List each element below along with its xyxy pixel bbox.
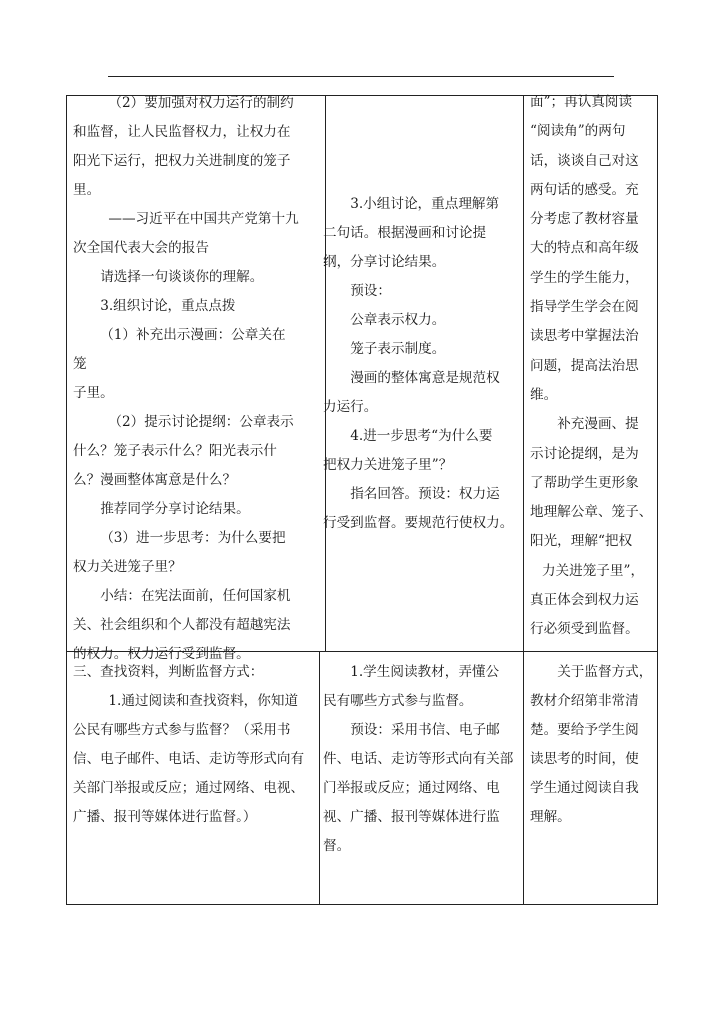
- text-line: 分考虑了教材容量: [530, 211, 639, 228]
- row1-teacher-activity: [73, 89, 323, 669]
- text-line: 读思考中掌握法治: [530, 328, 639, 345]
- text-line: （2）要加强对权力运行的制约: [108, 95, 294, 111]
- text-line: 理解。: [530, 809, 571, 825]
- column-divider-1-row2: [319, 651, 320, 905]
- text-line: 漫画的整体寓意是规范权: [350, 370, 500, 386]
- text-line: 什么？笼子表示什么？阳光表示什: [73, 443, 277, 459]
- row1-student-activity: [323, 190, 523, 538]
- text-line: 权力关进笼子里？: [73, 559, 182, 575]
- text-line: ——习近平在中国共产党第十九: [108, 211, 299, 227]
- text-line: “阅读角”的两句: [530, 123, 626, 140]
- text-line: 广播、报刊等媒体进行监督。）: [73, 809, 257, 825]
- text-line: 关部门举报或反应；通过网络、电视、: [73, 780, 305, 796]
- text-line: 1.学生阅读教材，弄懂公: [350, 664, 500, 680]
- text-line: 地理解公章、笼子、: [530, 504, 653, 521]
- text-line: 两句话的感受。充: [530, 181, 639, 198]
- text-line: （1）补充出示漫画：公章关在: [100, 327, 286, 343]
- row2-design-intent: [530, 658, 656, 832]
- text-line: 二句话。根据漫画和讨论提: [323, 225, 487, 241]
- text-line: 3.组织讨论，重点点拨: [100, 298, 236, 314]
- text-line: 门举报或反应；通过网络、电: [323, 780, 500, 796]
- column-divider-2: [523, 96, 524, 905]
- text-line: 教材介绍第非常清: [530, 693, 639, 709]
- text-line: 读思考的时间，使: [530, 751, 639, 767]
- text-line: 问题，提高法治思: [530, 357, 639, 374]
- text-line: 三、查找资料，判断监督方式：: [73, 664, 264, 680]
- text-line: 了帮助学生更形象: [530, 474, 639, 491]
- text-line: 阳光，理解“把权: [530, 533, 633, 550]
- text-line: 推荐同学分享讨论结果。: [100, 501, 250, 517]
- text-line: （2）提示讨论提纲：公章表示: [108, 414, 294, 430]
- text-line: 和监督，让人民监督权力，让权力在: [73, 124, 291, 140]
- text-line: 阳光下运行，把权力关进制度的笼子: [73, 153, 291, 169]
- text-line: 民有哪些方式参与监督。: [323, 693, 473, 709]
- text-line: 的权力。权力运行受到监督。: [73, 646, 250, 662]
- text-line: 面”；再认真阅读: [530, 94, 633, 110]
- text-line: 4.进一步思考“为什么要: [350, 428, 493, 444]
- text-line: 公章表示权力。: [350, 312, 446, 328]
- text-line: 督。: [323, 838, 351, 854]
- text-line: 行受到监督。要规范行使权力。: [323, 515, 514, 531]
- text-line: 笼: [73, 356, 87, 372]
- text-line: 行必须受到监督。: [530, 621, 639, 638]
- text-line: 小结：在宪法面前，任何国家机: [100, 588, 291, 604]
- text-line: 指导学生学会在阅: [530, 299, 639, 316]
- text-line: （3）进一步思考：为什么要把: [100, 530, 286, 546]
- text-line: 3.小组讨论，重点理解第: [350, 196, 500, 212]
- text-line: 楚。要给予学生阅: [530, 722, 639, 738]
- text-line: 大的特点和高年级: [530, 240, 639, 257]
- text-line: 维。: [530, 386, 558, 403]
- text-line: 话，谈谈自己对这: [530, 152, 639, 169]
- text-line: 预设：: [350, 283, 391, 299]
- text-line: 学生的学生能力，: [530, 269, 639, 286]
- text-line: 1.通过阅读和查找资料，你知道: [108, 693, 299, 709]
- text-line: 公民有哪些方式参与监督？（采用书: [73, 722, 291, 738]
- text-line: 真正体会到权力运: [530, 592, 639, 609]
- text-line: 力运行。: [323, 399, 378, 415]
- text-line: 示讨论提纲，是为: [530, 445, 639, 462]
- text-line: 笼子表示制度。: [350, 341, 446, 357]
- text-line: 次全国代表大会的报告: [73, 240, 209, 256]
- header-rule: [108, 76, 614, 77]
- text-line: 指名回答。预设：权力运: [350, 486, 500, 502]
- text-line: 请选择一句谈谈你的理解。: [100, 269, 264, 285]
- text-line: 力关进笼子里”，: [541, 562, 645, 579]
- text-line: 补充漫画、提: [557, 416, 639, 433]
- text-line: 学生通过阅读自我: [530, 780, 639, 796]
- text-line: 里。: [73, 182, 101, 198]
- text-line: 预设：采用书信、电子邮: [350, 722, 500, 738]
- lesson-plan-table: [66, 95, 658, 905]
- text-line: 关于监督方式，: [557, 664, 653, 680]
- row2-teacher-activity: [73, 658, 317, 832]
- row2-student-activity: [323, 658, 523, 861]
- text-line: 件、电话、走访等形式向有关部: [323, 751, 514, 767]
- text-line: 信、电子邮件、电话、走访等形式向有: [73, 751, 305, 767]
- text-line: 关、社会组织和个人都没有超越宪法: [73, 617, 291, 633]
- row1-design-intent: [530, 88, 656, 645]
- text-line: 把权力关进笼子里”？: [323, 457, 453, 473]
- text-line: 纲，分享讨论结果。: [323, 254, 446, 270]
- text-line: 子里。: [73, 385, 114, 401]
- text-line: 视、广播、报刊等媒体进行监: [323, 809, 500, 825]
- text-line: 么？漫画整体寓意是什么？: [73, 472, 237, 488]
